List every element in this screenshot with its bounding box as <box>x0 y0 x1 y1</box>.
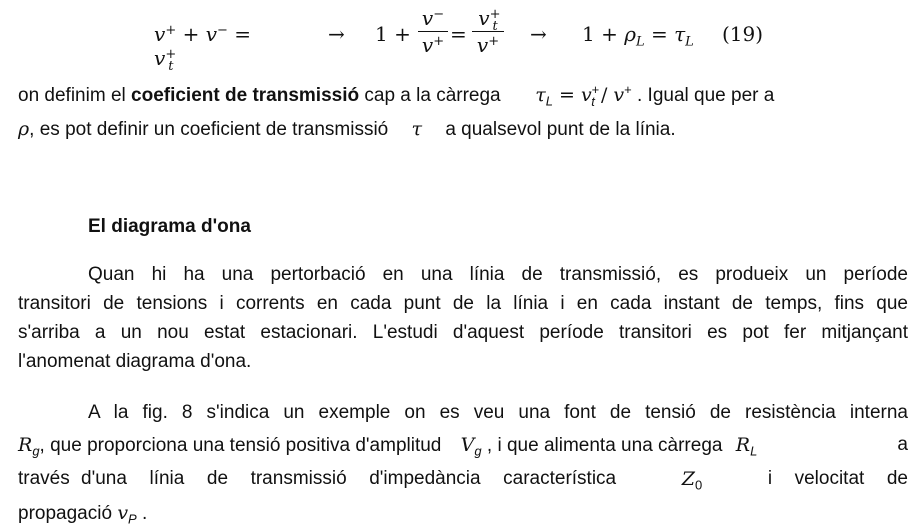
equation-lhs: $v^+ + v^- = v^+_t$ <box>154 22 252 74</box>
equation-number: (19) <box>722 22 764 46</box>
para3-line2: $R_g$, que proporciona una tensió positiva d'amplitud $V_g$ , i que alimenta una càrrega $R_L$ a <box>18 434 908 459</box>
arrow-2: → <box>530 22 547 46</box>
section-heading: El diagrama d'ona <box>88 216 251 237</box>
fraction-1: v− v+ <box>418 6 448 57</box>
tau-L-expression: $\tau_L = v^+_t / v^+$ <box>535 81 632 109</box>
rho-symbol: ρ <box>18 118 30 140</box>
para2-line1: Quan hi ha una pertorbació en una línia de transmissió, es produeix un període <box>88 264 908 285</box>
para2-line3: s'arriba a un nou estat estacionari. L'estudi d'aquest període transitori es pot fer mitjançant <box>18 322 908 343</box>
para2-line2: transitori de tensions i corrents en cada punt de la línia i en cada instant de temps, fins que <box>18 293 908 314</box>
para3-line4: propagació $v_P$ . <box>18 502 148 527</box>
one-plus-1: 1 + <box>375 22 411 46</box>
equation-19 <box>150 2 790 74</box>
para1-line1: on definim el coeficient de transmissió cap a la càrrega $\tau_L = v^+_t / v^+$ . Igual que per a <box>18 81 775 109</box>
arrow-1: → <box>328 22 345 46</box>
bold-term: coeficient de transmissió <box>131 85 360 106</box>
fraction-2: $v^+_t$ v+ <box>472 6 504 57</box>
equals-2: = <box>450 22 467 46</box>
equation-rhs: $1 + \rho_L = \tau_L$ <box>582 22 694 50</box>
para2-line4: l'anomenat diagrama d'ona. <box>18 351 252 372</box>
para3-line3: través d'una línia de transmissió d'impedància característica $Z_0$ i velocitat de <box>18 468 908 493</box>
para1-line2: ρ, es pot definir un coeficient de transmissió τ a qualsevol punt de la línia. <box>18 118 676 140</box>
para3-line1: A la fig. 8 s'indica un exemple on es veu una font de tensió de resistència interna <box>88 402 908 423</box>
tau-symbol: τ <box>411 118 423 140</box>
